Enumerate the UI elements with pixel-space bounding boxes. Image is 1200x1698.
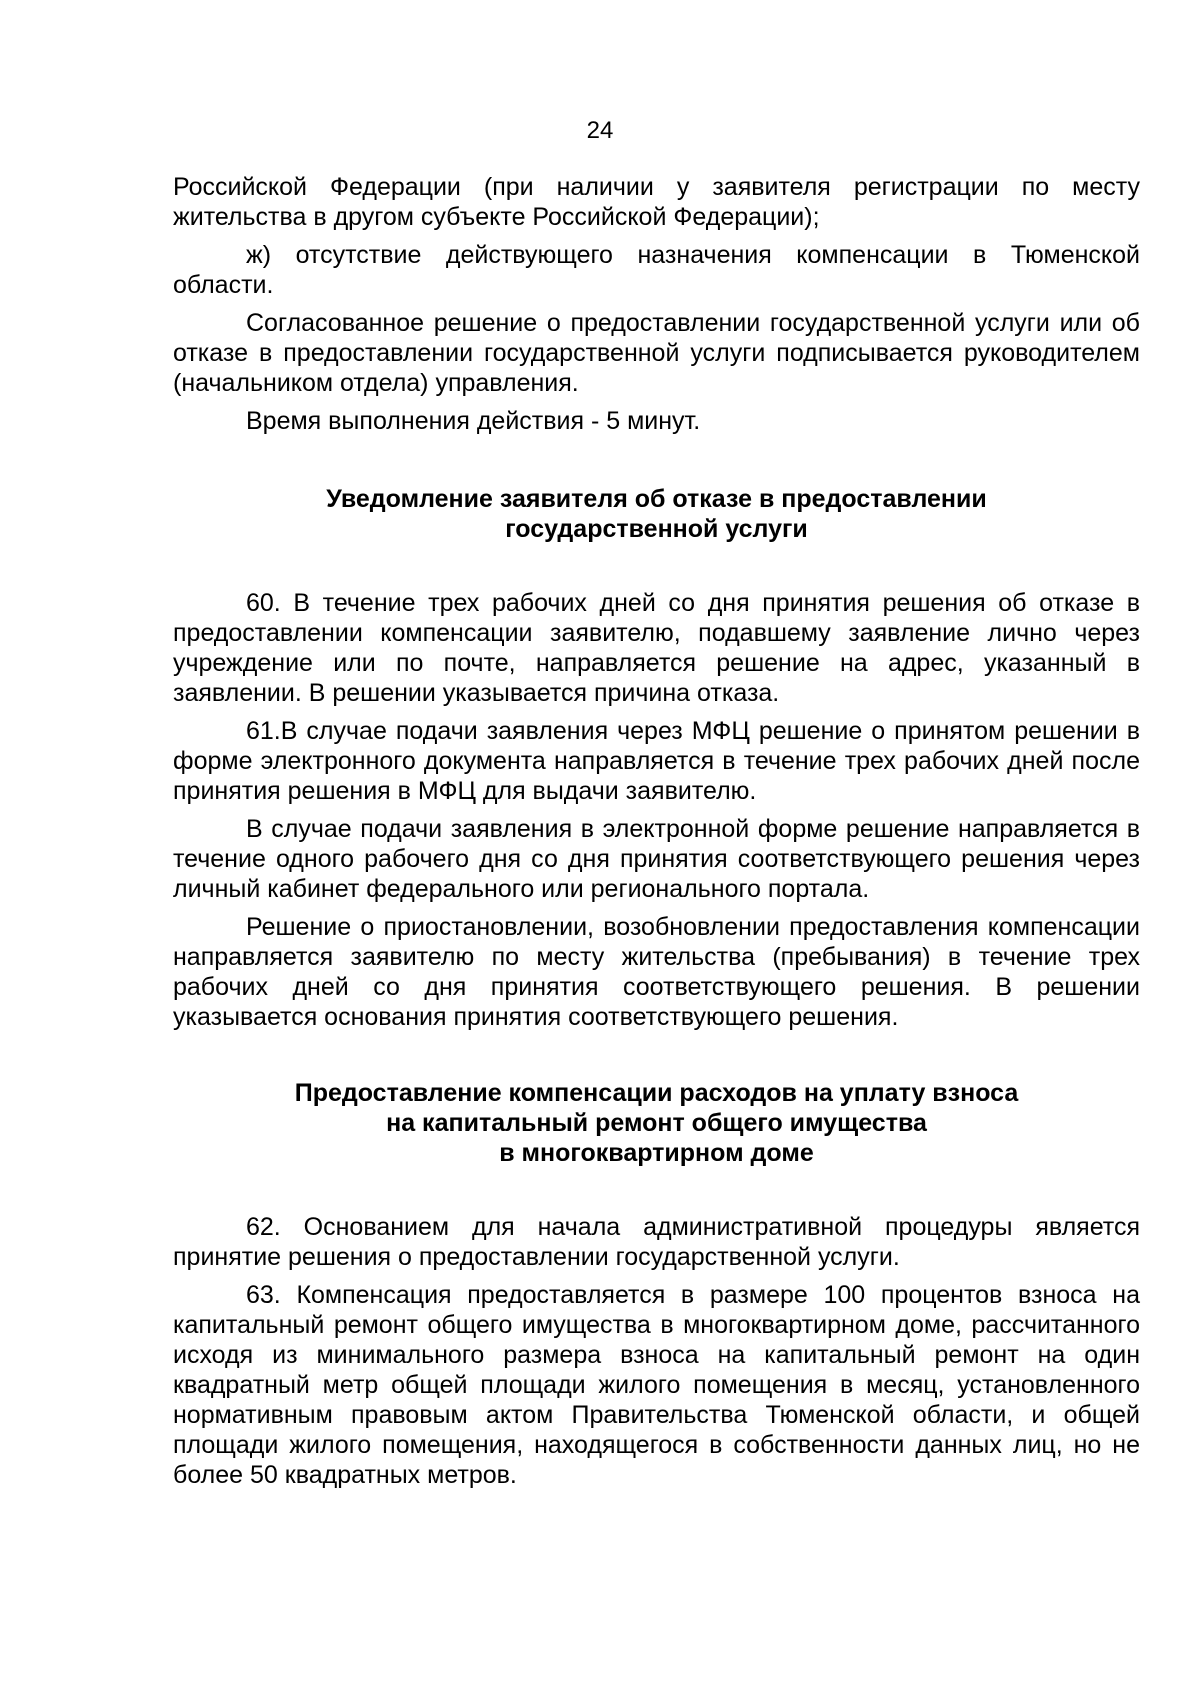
section-heading-compensation bbox=[173, 1078, 1140, 1168]
spacer bbox=[173, 1040, 1140, 1078]
paragraph-62: 62. Основанием для начала административной процедуры является принятие решения о предоставлении государственной услуги. bbox=[173, 1213, 1140, 1271]
paragraph-suspension: Решение о приостановлении, возобновлении предоставления компенсации направляется заявителю по месту жительства (пребывания) в течение трех рабочих дней со дня принятия соответствующего решения. В решении указывается основания принятия соответствующего решения. bbox=[173, 913, 1140, 1031]
page-number: 24 bbox=[586, 117, 614, 144]
paragraph-execution-time: Время выполнения действия - 5 минут. bbox=[246, 407, 701, 435]
spacer bbox=[173, 1168, 1140, 1212]
spacer bbox=[173, 444, 1140, 484]
section-heading-refusal-notice bbox=[173, 484, 1140, 544]
paragraph-item-zh: ж) отсутствие действующего назначения компенсации в Тюменской области. bbox=[173, 241, 1140, 299]
paragraph-electronic-form: В случае подачи заявления в электронной форме решение направляется в течение одного рабочего дня со дня принятия соответствующего решения через личный кабинет федерального или регионального портала. bbox=[173, 815, 1140, 903]
paragraph-61: 61.В случае подачи заявления через МФЦ решение о принятом решении в форме электронного документа направляется в течение трех рабочих дней после принятия решения в МФЦ для выдачи заявителю. bbox=[173, 717, 1140, 805]
paragraph-60: 60. В течение трех рабочих дней со дня принятия решения об отказе в предоставлении компенсации заявителю, подавшему заявление лично через учреждение или по почте, направляется решение на адрес, указанный в заявлении. В решении указывается причина отказа. bbox=[173, 589, 1140, 707]
paragraph-63: 63. Компенсация предоставляется в размере 100 процентов взноса на капитальный ремонт общего имущества в многоквартирном доме, рассчитанного исходя из минимального размера взноса на капитальный ремонт на один квадратный метр общей площади жилого помещения в месяц, установленного нормативным правовым актом Правительства Тюменской области, и общей площади жилого помещения, находящегося в собственности данных лиц, но не более 50 квадратных метров. bbox=[173, 1281, 1140, 1489]
heading-line: Уведомление заявителя об отказе в предоставлении bbox=[326, 485, 987, 513]
heading-line: Предоставление компенсации расходов на уплату взноса bbox=[294, 1079, 1019, 1107]
heading-line: в многоквартирном доме bbox=[499, 1139, 814, 1167]
document-body bbox=[173, 172, 1140, 1498]
spacer bbox=[173, 544, 1140, 588]
paragraph-signing: Согласованное решение о предоставлении государственной услуги или об отказе в предоставлении государственной услуги подписывается руководителем (начальником отдела) управления. bbox=[173, 309, 1140, 397]
heading-line: государственной услуги bbox=[505, 515, 808, 543]
heading-line: на капитальный ремонт общего имущества bbox=[386, 1109, 927, 1137]
paragraph-continuation: Российской Федерации (при наличии у заявителя регистрации по месту жительства в другом субъекте Российской Федерации); bbox=[173, 173, 1140, 231]
